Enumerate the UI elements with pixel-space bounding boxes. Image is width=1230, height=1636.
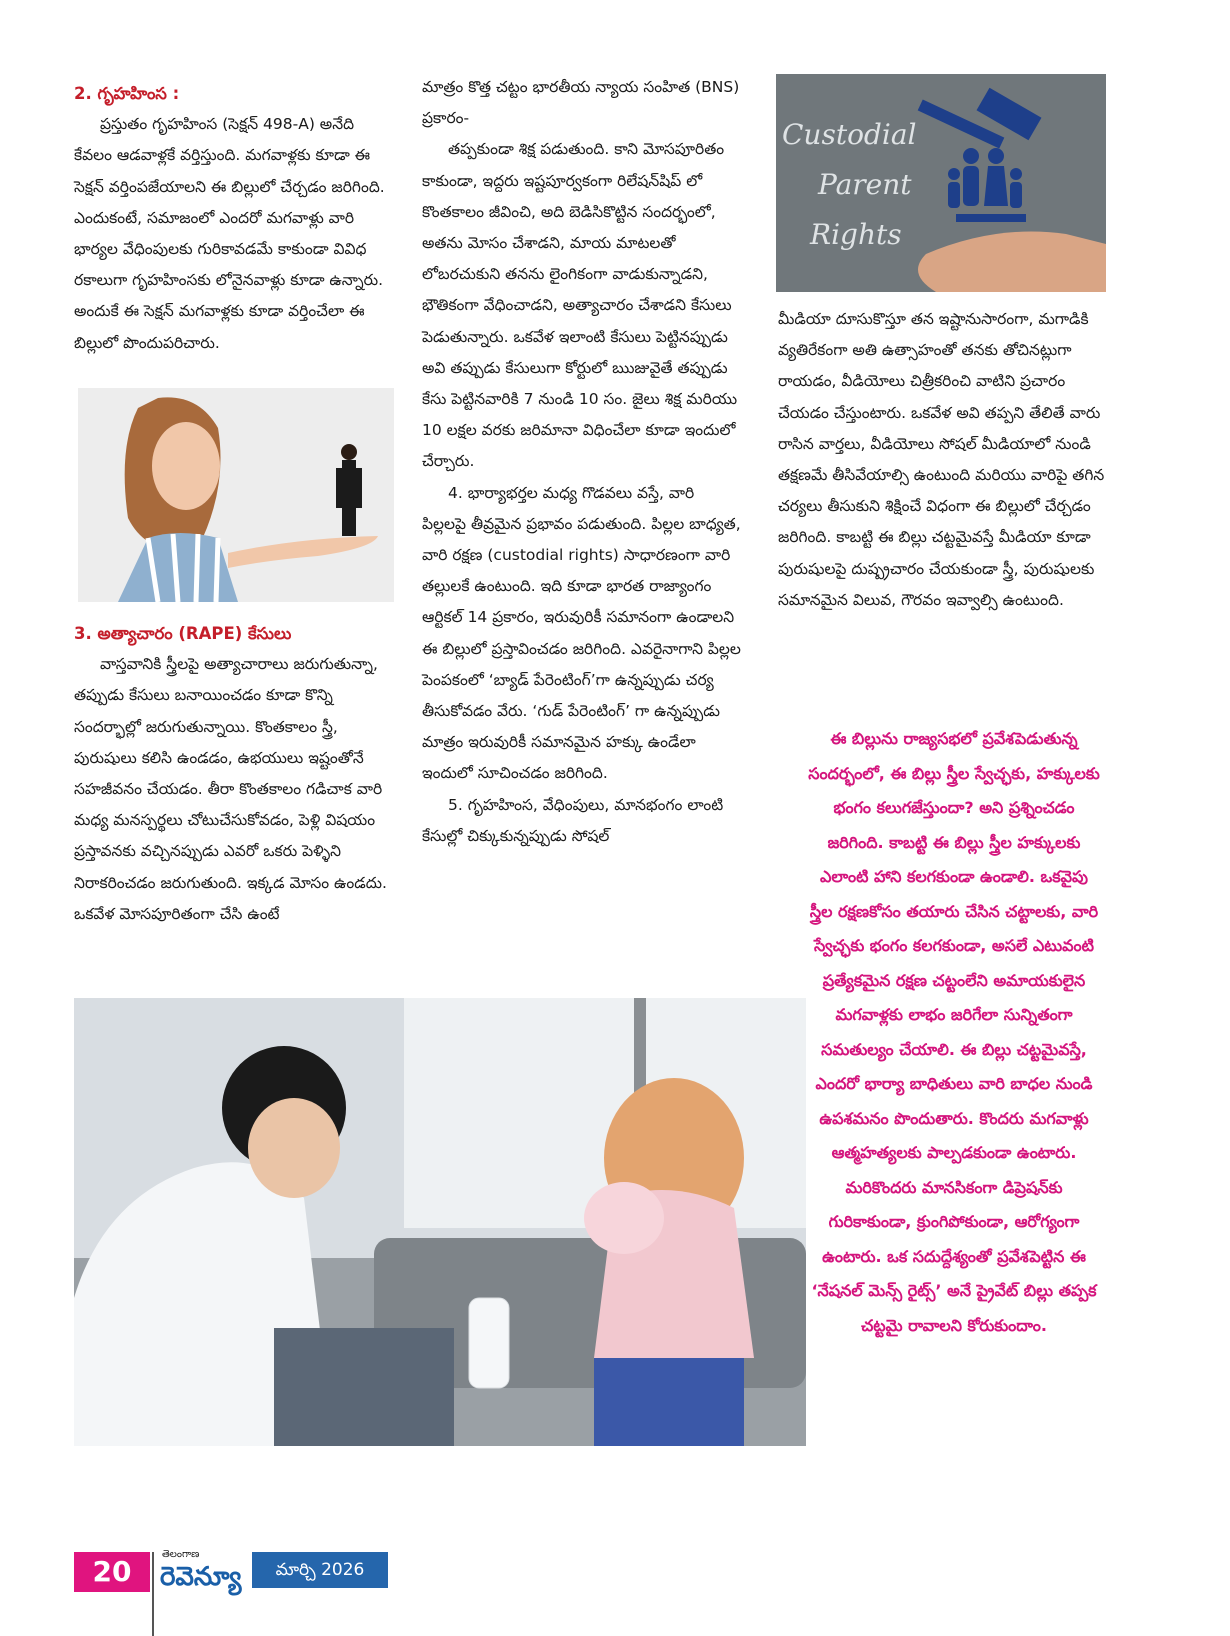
footer-divider bbox=[152, 1552, 154, 1636]
issue-date: మార్చి 2026 bbox=[252, 1552, 388, 1588]
highlight-text: ఈ బిల్లును రాజ్యసభలో ప్రవేశపెడుతున్న సందర్భంలో, ఈ బిల్లు స్త్రీల స్వేచ్ఛకు, హక్కులకు భంగం కలుగజేస్తుందా? అని ప్రశ్నించడం జరిగింది. కాబట్టి ఈ బిల్లు స్త్రీల హక్కులకు ఎలాంటి హాని కలగకుండా ఉండాలి. ఒకవైపు స్త్రీల రక్షణకోసం తయారు చేసిన చట్టాలకు, వారి స్వేచ్ఛకు భంగం కలగకుండా, అసలే ఎటువంటి ప్రత్యేకమైన రక్షణ చట్టంలేని అమాయకులైన మగవాళ్లకు లాభం జరిగేలా సున్నితంగా సమతుల్యం చేయాలి. ఈ బిల్లు చట్టమైవస్తే, ఎందరో భార్యా బాధితులు వారి బాధల నుండి ఉపశమనం పొందుతారు. కొందరు మగవాళ్లు ఆత్మహత్యలకు పాల్పడకుండా ఉంటారు. మరికొందరు మానసికంగా డిప్రెషన్‌కు గురికాకుండా, క్రుంగిపోకుండా, ఆరోగ్యంగా ఉంటారు. ఒక సదుద్దేశ్యంతో ప్రవేశపెట్టిన ఈ ‘నేషనల్ మెన్స్ రైట్స్’ అనే ప్రైవేట్ బిల్లు తప్పక చట్టమై రావాలని కోరుకుందాం. bbox=[808, 729, 1100, 1335]
heading-domestic-violence: 2. గృహహింస : bbox=[74, 84, 180, 103]
brand-small-label: తెలంగాణ bbox=[162, 1549, 200, 1560]
custodial-title-line-3: Rights bbox=[810, 218, 902, 251]
custodial-title-line-1: Custodial bbox=[782, 118, 917, 151]
column-2 bbox=[422, 72, 742, 852]
paragraph-custodial-rights: 4. భార్యాభర్తల మధ్య గొడవలు వస్తే, వారి పిల్లలపై తీవ్రమైన ప్రభావం పడుతుంది. పిల్లల బాధ్యత, వారి రక్షణ (custodial rights) సాధారణంగా వారి తల్లులకే ఉంటుంది. ఇది కూడా భారత రాజ్యాంగం ఆర్టికల్ 14 ప్రకారం, ఇరువురికీ సమానంగా ఉండాలని ఈ బిల్లులో ప్రస్తావించడం జరిగింది. ఎవరైనాగాని పిల్లల పెంపకంలో ‘బ్యాడ్ పేరెంటింగ్’గా ఉన్నప్పుడు చర్య తీసుకోవడం వేరు. ‘గుడ్ పేరెంటింగ్’ గా ఉన్నప్పుడు మాత్రం ఇరువురికీ సమానమైన హక్కు ఉండేలా ఇందులో సూచించడం జరిగింది. bbox=[422, 483, 741, 783]
paragraph-false-cases: తప్పకుండా శిక్ష పడుతుంది. కాని మోసపూరితం కాకుండా, ఇద్దరు ఇష్టపూర్వకంగా రిలేషన్‌షిప్ లో కొంతకాలం జీవించి, అది బెడిసికొట్టిన సందర్భంలో, అతను మోసం చేశాడని, మాయ మాటలతో లోబరచుకుని తనను లైంగికంగా వాడుకున్నాడని, భౌతికంగా వేధించాడని, అత్యాచారం చేశాడని కేసులు పెడుతున్నారు. ఒకవేళ ఇలాంటి కేసులు పెట్టినప్పుడు అవి తప్పుడు కేసులుగా కోర్టులో ఋజువైతే తప్పుడు కేసు పెట్టినవారికి 7 నుండి 10 సం. జైలు శిక్ష మరియు 10 లక్షల వరకు జరిమానా విధించేలా కూడా ఇందులో చేర్చారు. bbox=[422, 140, 738, 471]
column-1 bbox=[74, 78, 396, 359]
woman-holding-man-image bbox=[78, 388, 394, 602]
paragraph-domestic-violence: ప్రస్తుతం గృహహింస (సెక్షన్ 498-A) అనేది కేవలం ఆడవాళ్లకే వర్తిస్తుంది. మగవాళ్లకు కూడా ఈ సెక్షన్ వర్తింపజేయాలని ఈ బిల్లులో చేర్చడం జరిగింది. ఎందుకంటే, సమాజంలో ఎందరో మగవాళ్లు వారి భార్యల వేధింపులకు గురికావడమే కాకుండా వివిధ రకాలుగా గృహహింసకు లోనైనవాళ్లు కూడా ఉన్నారు. అందుకే ఈ సెక్షన్ మగవాళ్లకు కూడా వర్తించేలా ఈ బిల్లులో పొందుపరిచారు. bbox=[74, 115, 385, 352]
paragraph-media: మీడియా దూసుకొస్తూ తన ఇష్టానుసారంగా, మగాడికి వ్యతిరేకంగా అతి ఉత్సాహంతో తనకు తోచినట్లుగా రాయడం, వీడియోలు చిత్రీకరించి వాటిని ప్రచారం చేయడం చేస్తుంటారు. ఒకవేళ అవి తప్పని తేలితే వారు రాసిన వార్తలు, వీడియోలు సోషల్ మీడియాలో నుండి తక్షణమే తీసివేయాల్సి ఉంటుంది మరియు వారిపై తగిన చర్యలు తీసుకుని శిక్షించే విధంగా ఈ బిల్లులో చేర్చడం జరిగింది. కాబట్టి ఈ బిల్లు చట్టమైవస్తే మీడియా కూడా పురుషులపై దుష్ప్రచారం చేయకుండా స్త్రీ, పురుషులకు సమానమైన విలువ, గౌరవం ఇవ్వాల్సి ఉంటుంది. bbox=[778, 310, 1105, 609]
paragraph-rape-cases: వాస్తవానికి స్త్రీలపై అత్యాచారాలు జరుగుతున్నా, తప్పుడు కేసులు బనాయించడం కూడా కొన్ని సందర్భాల్లో జరుగుతున్నాయి. కొంతకాలం స్త్రీ, పురుషులు కలిసి ఉండడం, ఉభయులు ఇష్టంతోనే సహజీవనం చేయడం. తీరా కొంతకాలం గడిచాక వారి మధ్య మనస్పర్థలు చోటుచేసుకోవడం, పెళ్లి విషయం ప్రస్తావనకు వచ్చినప్పుడు ఎవరో ఒకరు పెళ్ళిని నిరాకరించడం జరుగుతుంది. ఇక్కడ మోసం ఉండదు. ఒకవేళ మోసపూరితంగా చేసి ఉంటే bbox=[74, 655, 387, 923]
heading-rape-cases: 3. అత్యాచారం (RAPE) కేసులు bbox=[74, 624, 292, 643]
custodial-parent-rights-image bbox=[776, 74, 1106, 292]
page-number: 20 bbox=[74, 1552, 150, 1592]
highlight-conclusion bbox=[806, 722, 1102, 1343]
custodial-title-line-2: Parent bbox=[818, 168, 912, 201]
brand-logo-text: రెవెన్యూ bbox=[160, 1562, 242, 1592]
paragraph-social-media: 5. గృహహింస, వేధింపులు, మానభంగం లాంటి కేసుల్లో చిక్కుకున్నప్పుడు సోషల్ bbox=[422, 795, 724, 845]
column-3 bbox=[778, 304, 1112, 616]
column-1-lower bbox=[74, 618, 396, 930]
paragraph-bns: మాత్రం కొత్త చట్టం భారతీయ న్యాయ సంహిత (BNS) ప్రకారం- bbox=[422, 78, 740, 128]
father-stressed-image bbox=[74, 998, 806, 1446]
